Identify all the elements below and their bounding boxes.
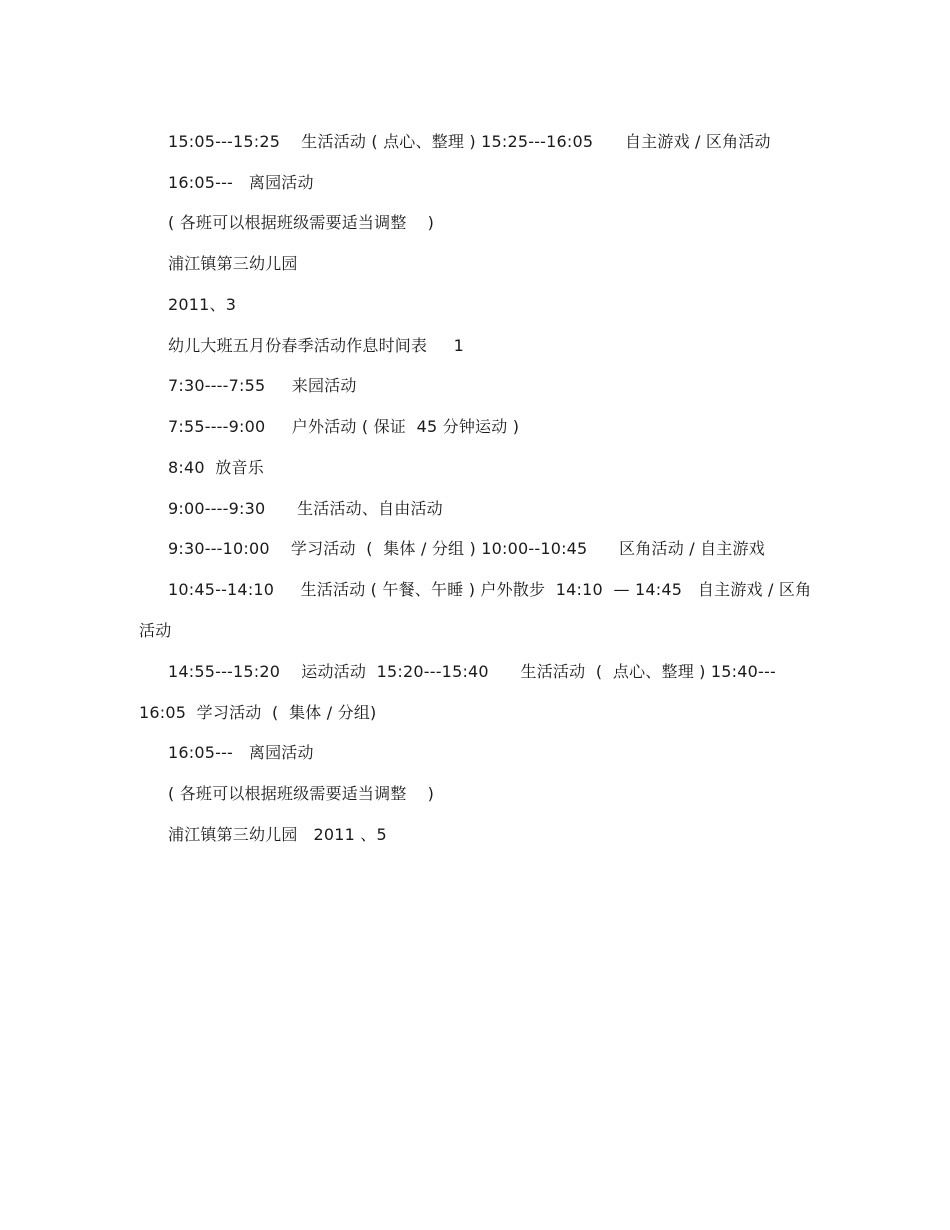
schedule-line-music: 8:40 放音乐 — [168, 458, 264, 477]
schedule-line-learning: 9:30---10:00 学习活动 ( 集体 / 分组 ) 10:00--10:45 区角活动 / 自主游戏 — [168, 539, 765, 558]
schedule-line-afternoon-2-cont: 16:05 学习活动 ( 集体 / 分组) — [139, 703, 377, 722]
schedule-line-afternoon-1: 15:05---15:25 生活活动 ( 点心、整理 ) 15:25---16:05 自主游戏 / 区角活动 — [168, 132, 771, 151]
date-1: 2011、3 — [168, 295, 237, 314]
schedule-line-departure-1: 16:05--- 离园活动 — [168, 173, 314, 192]
schedule-line-outdoor: 7:55----9:00 户外活动 ( 保证 45 分钟运动 ) — [168, 417, 520, 436]
school-name-date-2: 浦江镇第三幼儿园 2011 、5 — [168, 825, 387, 844]
adjustment-note-2: ( 各班可以根据班级需要适当调整 ) — [168, 784, 435, 803]
schedule-title: 幼儿大班五月份春季活动作息时间表 1 — [168, 336, 465, 355]
schedule-line-daily-life: 9:00----9:30 生活活动、自由活动 — [168, 499, 443, 518]
schedule-line-arrival: 7:30----7:55 来园活动 — [168, 376, 357, 395]
schedule-line-departure-2: 16:05--- 离园活动 — [168, 743, 314, 762]
adjustment-note-1: ( 各班可以根据班级需要适当调整 ) — [168, 213, 435, 232]
schedule-line-lunch-nap: 10:45--14:10 生活活动 ( 午餐、午睡 ) 户外散步 14:10 — 14:45 自主游戏 / 区角 — [168, 580, 812, 599]
schedule-line-lunch-nap-cont: 活动 — [139, 621, 172, 640]
school-name-1: 浦江镇第三幼儿园 — [168, 254, 298, 273]
schedule-line-afternoon-2: 14:55---15:20 运动活动 15:20---15:40 生活活动 ( 点心、整理 ) 15:40--- — [168, 662, 776, 681]
